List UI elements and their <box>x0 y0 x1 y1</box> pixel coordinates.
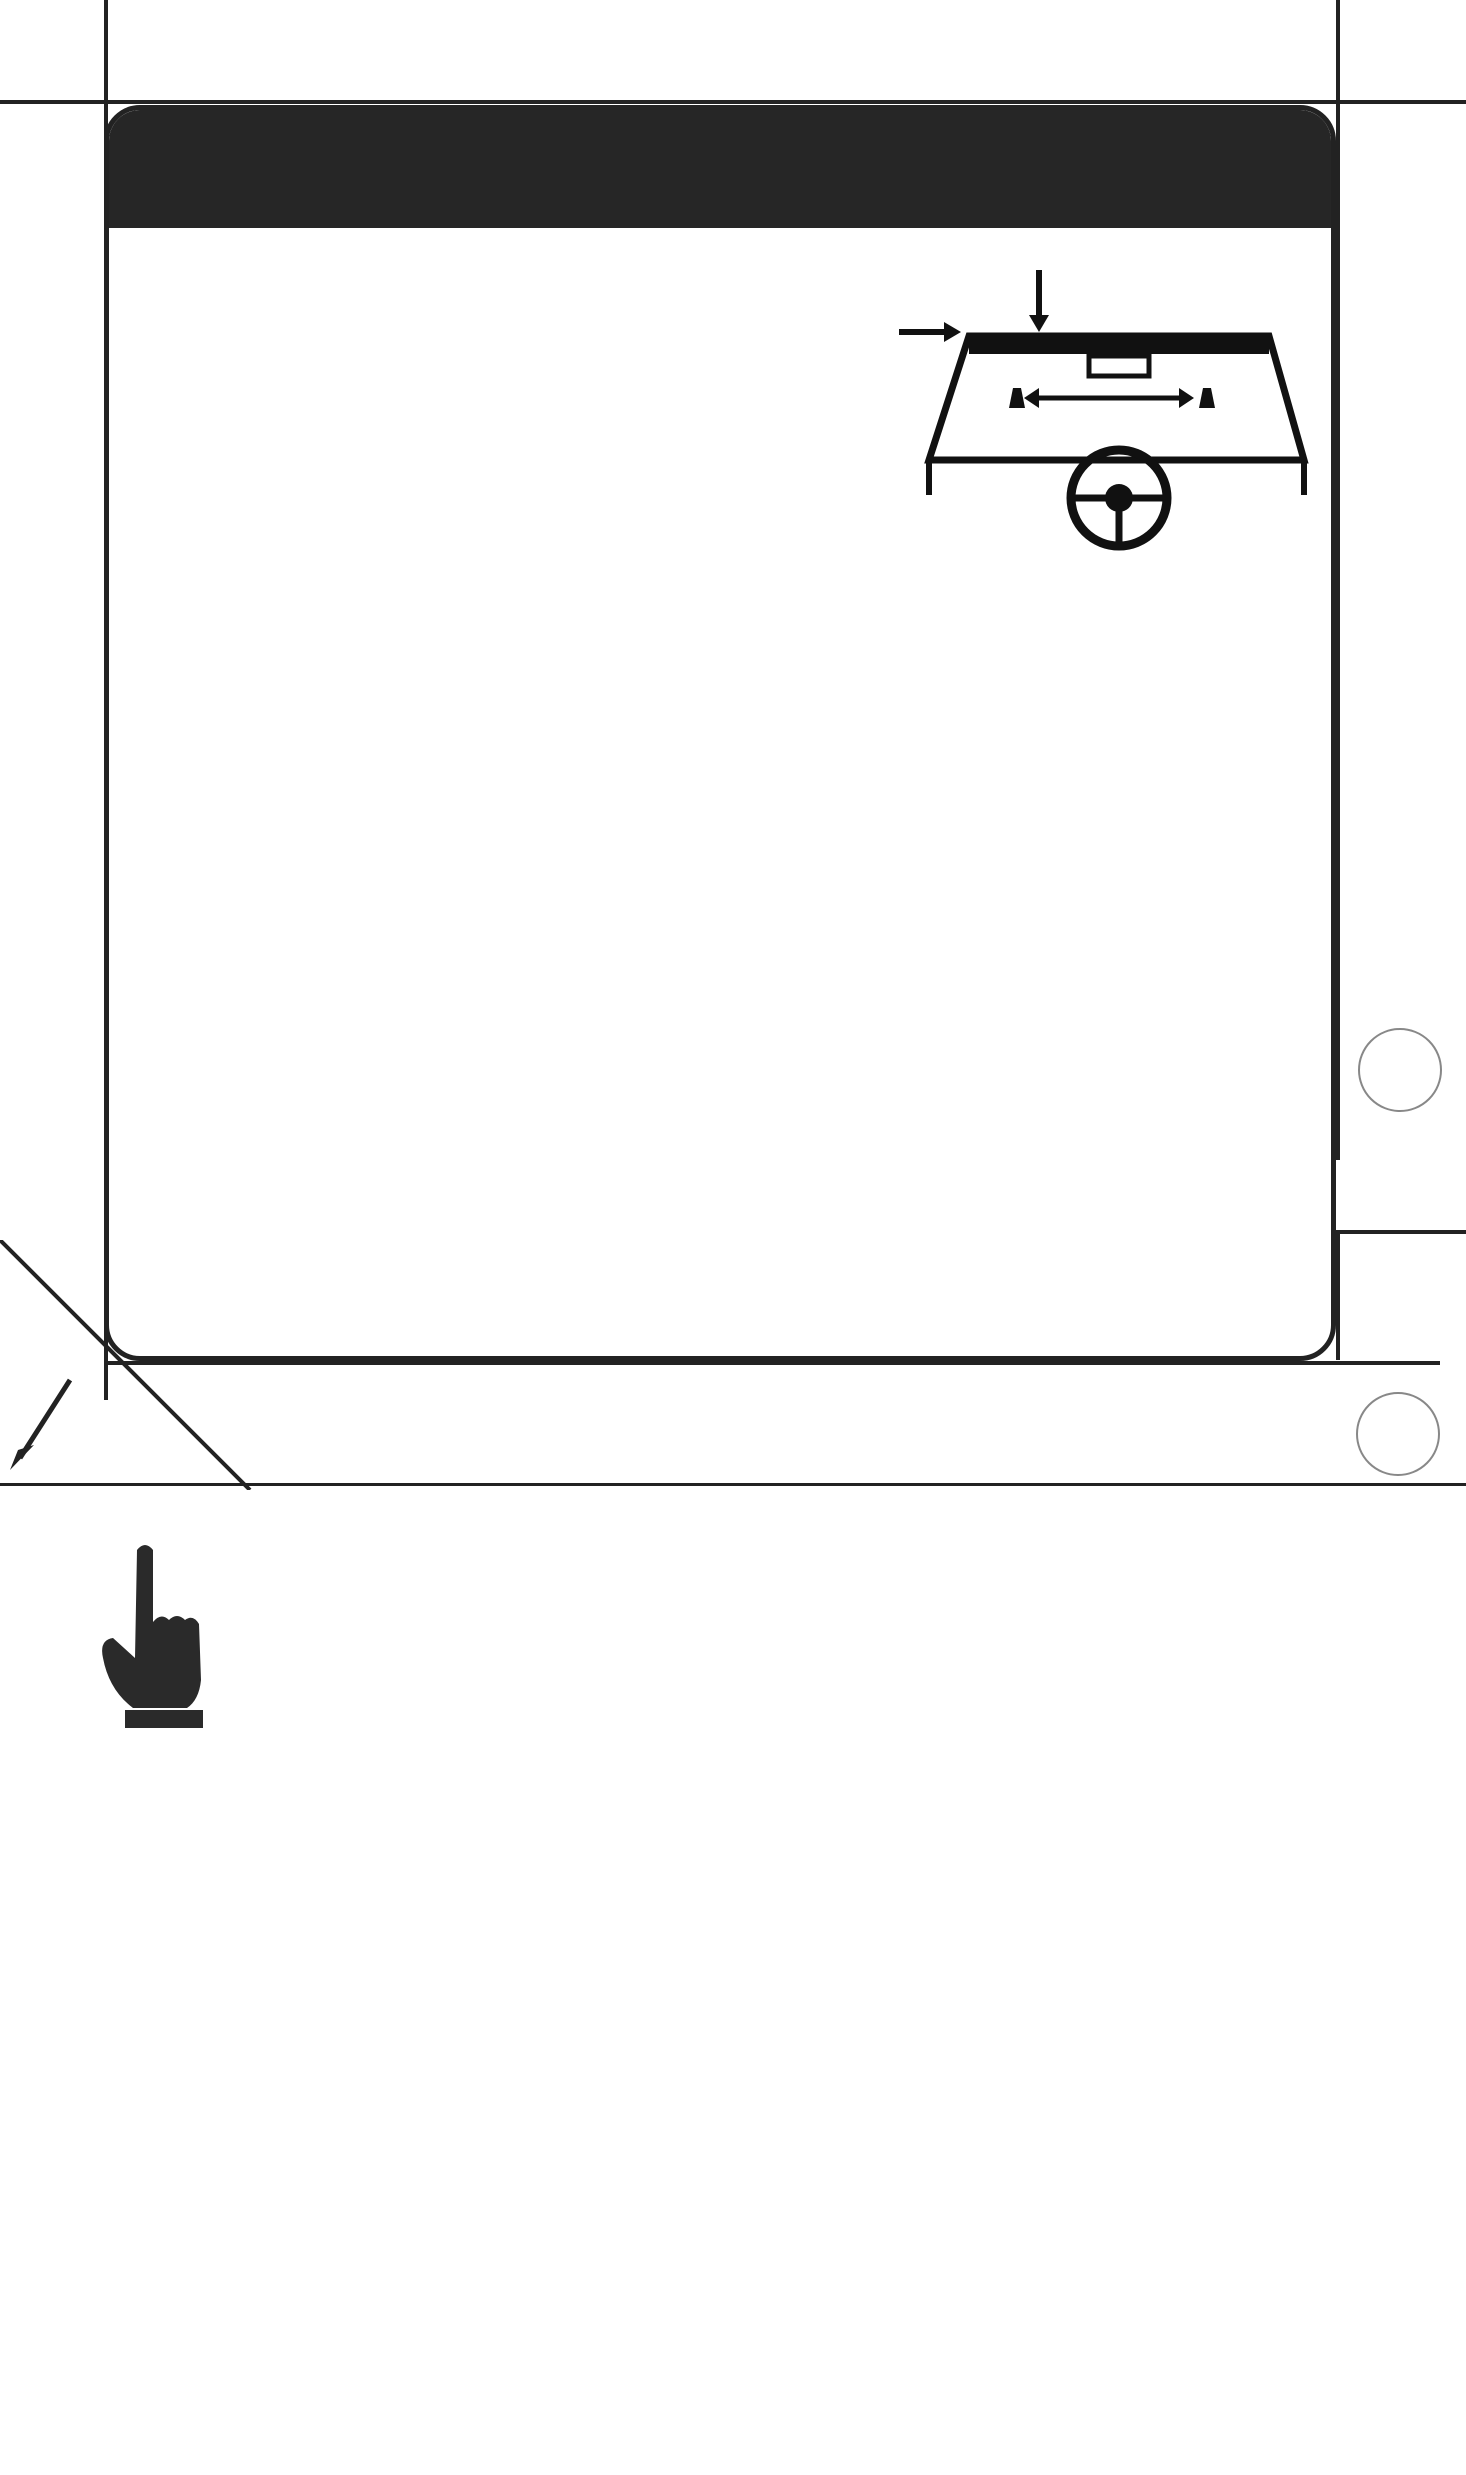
revenue-header <box>109 110 1331 228</box>
barcode-number <box>180 2345 292 2475</box>
vignette-main-panel <box>104 105 1336 1361</box>
corner-month-cell-2[interactable] <box>1336 1230 1466 1360</box>
grid-line <box>0 100 1466 104</box>
barcode <box>290 2135 1190 2355</box>
windscreen-icon <box>899 260 1336 560</box>
pointing-hand-icon <box>95 1540 215 1730</box>
peel-corner-diagonal <box>0 1240 260 1490</box>
punch-hole <box>1358 1028 1442 1112</box>
punch-hole <box>1356 1392 1440 1476</box>
grid-line <box>104 1361 1440 1365</box>
grid-line <box>1336 0 1340 1160</box>
